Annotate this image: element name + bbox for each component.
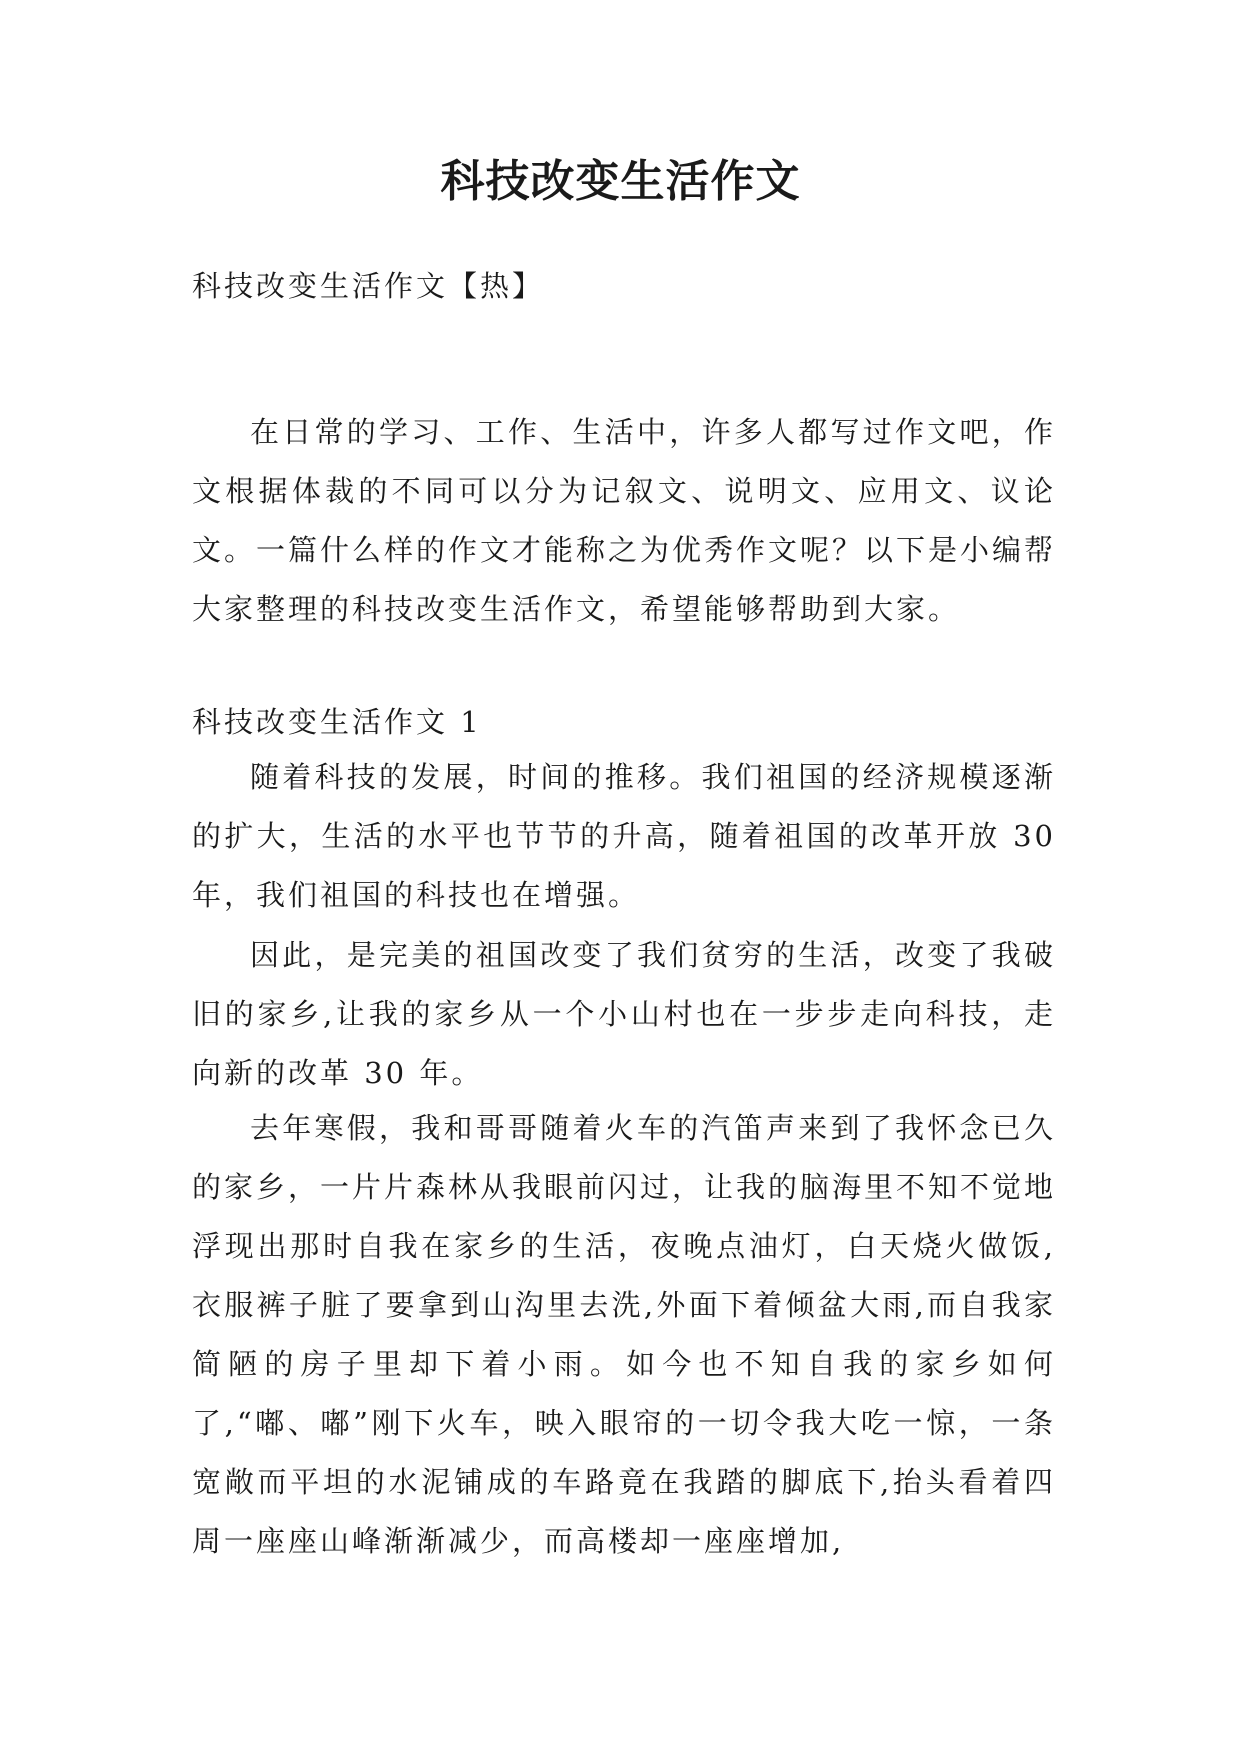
section-heading: 科技改变生活作文 1 <box>192 705 482 739</box>
body-paragraph-2: 因此，是完美的祖国改变了我们贫穷的生活，改变了我破旧的家乡,让我的家乡从一个小山村也在一步步走向科技，走向新的改革 30 年。 <box>192 938 1056 1090</box>
intro-paragraph: 在日常的学习、工作、生活中，许多人都写过作文吧，作文根据体裁的不同可以分为记叙文、说明文、应用文、议论文。一篇什么样的作文才能称之为优秀作文呢？以下是小编帮大家整理的科技改变生活作文，希望能够帮助到大家。 <box>192 415 1057 626</box>
document-title: 科技改变生活作文 <box>440 156 801 207</box>
document-subtitle: 科技改变生活作文【热】 <box>192 269 545 303</box>
body-paragraph-1: 随着科技的发展，时间的推移。我们祖国的经济规模逐渐的扩大，生活的水平也节节的升高，随着祖国的改革开放 30 年，我们祖国的科技也在增强。 <box>192 760 1056 912</box>
body-paragraph-3: 去年寒假，我和哥哥随着火车的汽笛声来到了我怀念已久的家乡，一片片森林从我眼前闪过，让我的脑海里不知不觉地浮现出那时自我在家乡的生活，夜晚点油灯，白天烧火做饭,衣服裤子脏了要拿到山沟里去洗,外面下着倾盆大雨,而自我家简陋的房子里却下着小雨。如今也不知自我的家乡如何了,“嘟、嘟”刚下火车，映入眼帘的一切令我大吃一惊，一条宽敞而平坦的水泥铺成的车路竟在我踏的脚底下,抬头看着四周一座座山峰渐渐减少，而高楼却一座座增加, <box>192 1111 1057 1558</box>
